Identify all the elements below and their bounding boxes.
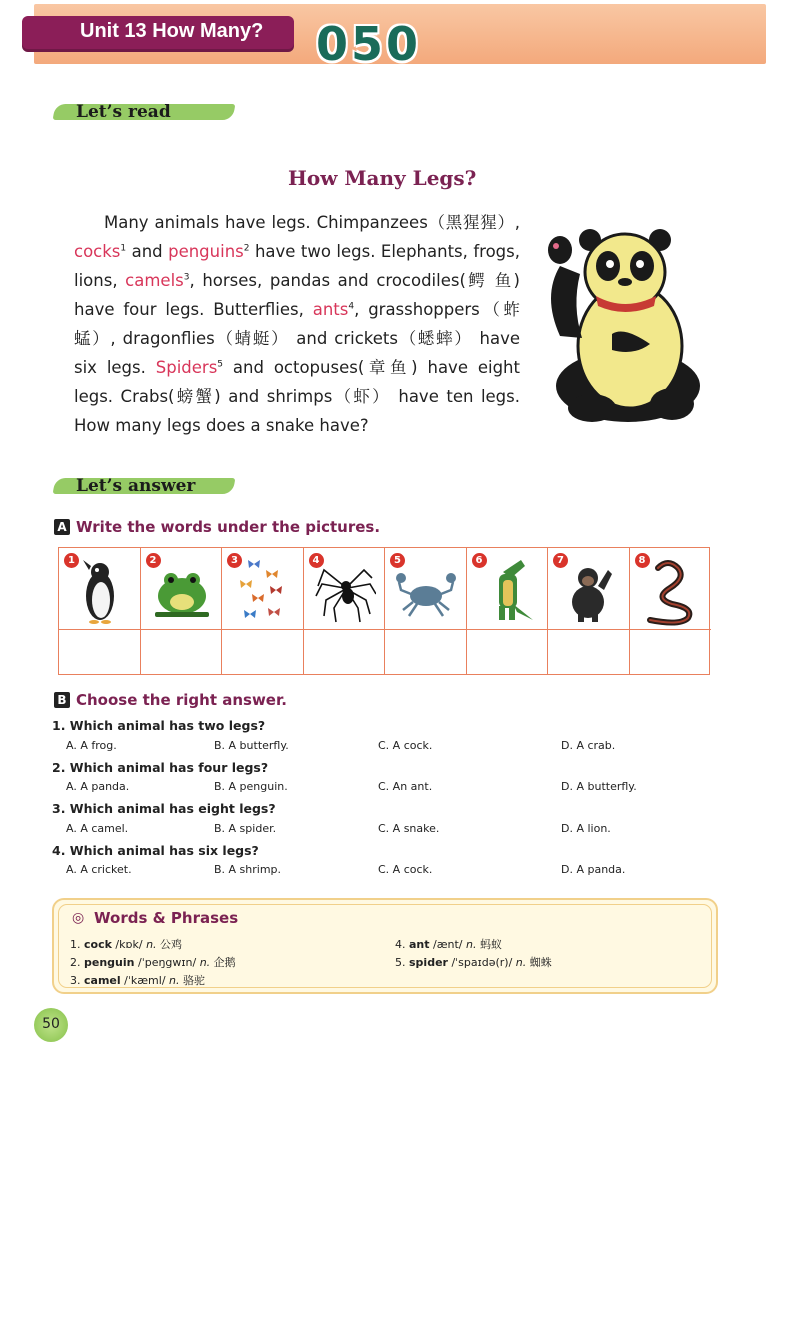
entry-word: spider: [409, 956, 448, 969]
answer-cell-7[interactable]: [548, 630, 630, 674]
snake-icon: [640, 556, 702, 626]
vocab-penguins: penguins: [168, 242, 244, 261]
option-d[interactable]: D. A lion.: [561, 822, 611, 835]
footnote-3: 3: [183, 272, 190, 283]
question-1: 1. Which animal has two legs?: [52, 718, 266, 733]
answer-cell-2[interactable]: [141, 630, 223, 674]
passage-text: and octopuses(章鱼) have eight legs. Crabs(螃蟹) and shrimps（虾） have ten legs. How many legs does a snake have?: [74, 358, 520, 435]
picture-cell-6: [467, 548, 549, 630]
passage-text: and: [126, 242, 169, 261]
number-badge: 3: [227, 553, 242, 568]
picture-cell-3: [222, 548, 304, 630]
number-badge: 4: [309, 553, 324, 568]
entry-phonetic: /ˈspaɪdə(r)/: [451, 956, 513, 969]
option-b[interactable]: B. A shrimp.: [214, 863, 282, 876]
option-d[interactable]: D. A crab.: [561, 739, 616, 752]
entry-number: 1.: [70, 938, 81, 951]
entry-phonetic: /ˈpeŋgwɪn/: [137, 956, 197, 969]
entry-pos: n.: [146, 938, 157, 951]
entry-chinese: 骆驼: [183, 974, 205, 987]
entry-phonetic: /ænt/: [433, 938, 463, 951]
entry-word: penguin: [84, 956, 135, 969]
part-a-heading: [54, 518, 380, 536]
entry-chinese: 公鸡: [160, 938, 183, 951]
answer-cell-1[interactable]: [59, 630, 141, 674]
option-b[interactable]: B. A butterfly.: [214, 739, 289, 752]
option-b[interactable]: B. A spider.: [214, 822, 277, 835]
answer-cell-8[interactable]: [630, 630, 712, 674]
passage-text: have two legs. Elephants, frogs, lions,: [74, 242, 520, 290]
option-d[interactable]: D. A panda.: [561, 863, 626, 876]
lets-read-text: Let’s read: [76, 102, 171, 122]
entry-pos: n.: [515, 956, 527, 969]
picture-cell-2: [141, 548, 223, 630]
footnote-5: 5: [217, 359, 224, 370]
word-entry-camel: [70, 972, 205, 988]
picture-cell-5: [385, 548, 467, 630]
entry-number: 2.: [70, 956, 81, 969]
footnote-2: 2: [243, 243, 250, 254]
answer-cell-6[interactable]: [467, 630, 549, 674]
butterfly-icon: [232, 556, 294, 626]
number-badge: 7: [553, 553, 568, 568]
words-phrases-title: Words & Phrases: [94, 909, 239, 927]
entry-phonetic: /kɒk/: [115, 938, 143, 951]
part-a-letter: A: [54, 519, 70, 535]
word-entry-cock: [70, 936, 182, 952]
passage-text: Many animals have legs. Chimpanzees（黑猩猩）,: [104, 213, 520, 232]
option-a[interactable]: A. A frog.: [66, 739, 117, 752]
entry-chinese: 蚂蚁: [479, 938, 502, 951]
entry-word: camel: [84, 974, 121, 987]
option-c[interactable]: C. A cock.: [378, 863, 433, 876]
number-badge: 5: [390, 553, 405, 568]
entry-number: 4.: [395, 938, 406, 951]
entry-chinese: 企鹅: [213, 956, 236, 969]
question-3: 3. Which animal has eight legs?: [52, 801, 276, 816]
number-badge: 6: [472, 553, 487, 568]
word-entry-ant: [395, 936, 502, 952]
lets-answer-text: Let’s answer: [76, 476, 196, 496]
part-b-letter: B: [54, 692, 70, 708]
part-a-text: Write the words under the pictures.: [76, 518, 381, 536]
answer-cell-3[interactable]: [222, 630, 304, 674]
entry-pos: n.: [199, 956, 211, 969]
panda-illustration: [532, 226, 702, 426]
option-c[interactable]: C. A cock.: [378, 739, 433, 752]
word-entry-penguin: [70, 954, 236, 970]
crocodile-icon: [477, 556, 539, 626]
reading-title: How Many Legs?: [288, 166, 477, 190]
vocab-cocks: cocks: [74, 242, 121, 261]
option-a[interactable]: A. A camel.: [66, 822, 129, 835]
option-a[interactable]: A. A panda.: [66, 780, 130, 793]
option-a[interactable]: A. A cricket.: [66, 863, 132, 876]
page-code: 050: [316, 17, 422, 71]
vocab-camels: camels: [125, 271, 184, 290]
question-2: 2. Which animal has four legs?: [52, 760, 269, 775]
footnote-4: 4: [348, 301, 355, 312]
answer-cell-5[interactable]: [385, 630, 467, 674]
part-b-text: Choose the right answer.: [76, 691, 287, 709]
unit-title: Unit 13 How Many?: [80, 20, 264, 42]
vocab-spiders: Spiders: [155, 358, 218, 377]
answer-cell-4[interactable]: [304, 630, 386, 674]
part-b-heading: [54, 691, 287, 709]
frog-icon: [151, 556, 213, 626]
entry-pos: n.: [169, 974, 180, 987]
spider-icon: [314, 556, 376, 626]
option-c[interactable]: C. A snake.: [378, 822, 440, 835]
number-badge: 1: [64, 553, 79, 568]
entry-word: cock: [84, 938, 112, 951]
page-number: 50: [42, 1016, 60, 1032]
word-entry-spider: [395, 954, 552, 970]
entry-number: 3.: [70, 974, 81, 987]
vocab-ants: ants: [312, 300, 349, 319]
question-4: 4. Which animal has six legs?: [52, 843, 259, 858]
chimpanzee-icon: [558, 556, 620, 626]
entry-word: ant: [409, 938, 430, 951]
entry-pos: n.: [466, 938, 477, 951]
picture-cell-7: [548, 548, 630, 630]
penguin-icon: [69, 556, 131, 626]
picture-cell-1: [59, 548, 141, 630]
picture-cell-4: [304, 548, 386, 630]
entry-number: 5.: [395, 956, 406, 969]
reading-passage: [74, 208, 520, 440]
number-badge: 2: [146, 553, 161, 568]
passage-text: , horses, pandas and crocodiles(鳄 鱼) have four legs. Butterflies,: [74, 271, 520, 319]
page-number-badge: [34, 1008, 68, 1042]
picture-cell-8: [630, 548, 712, 630]
picture-table: [58, 547, 710, 675]
option-b[interactable]: B. A penguin.: [214, 780, 288, 793]
option-c[interactable]: C. An ant.: [378, 780, 433, 793]
entry-chinese: 蜘蛛: [529, 956, 552, 969]
footnote-1: 1: [120, 243, 127, 254]
entry-phonetic: /ˈkæml/: [124, 974, 166, 987]
option-d[interactable]: D. A butterfly.: [561, 780, 637, 793]
passage-text: , grasshoppers（蚱蜢）, dragonflies（蜻蜓） and crickets（蟋蟀） have six legs.: [74, 300, 520, 377]
number-badge: 8: [635, 553, 650, 568]
crab-icon: [395, 556, 457, 626]
target-icon: ◎: [72, 910, 85, 926]
